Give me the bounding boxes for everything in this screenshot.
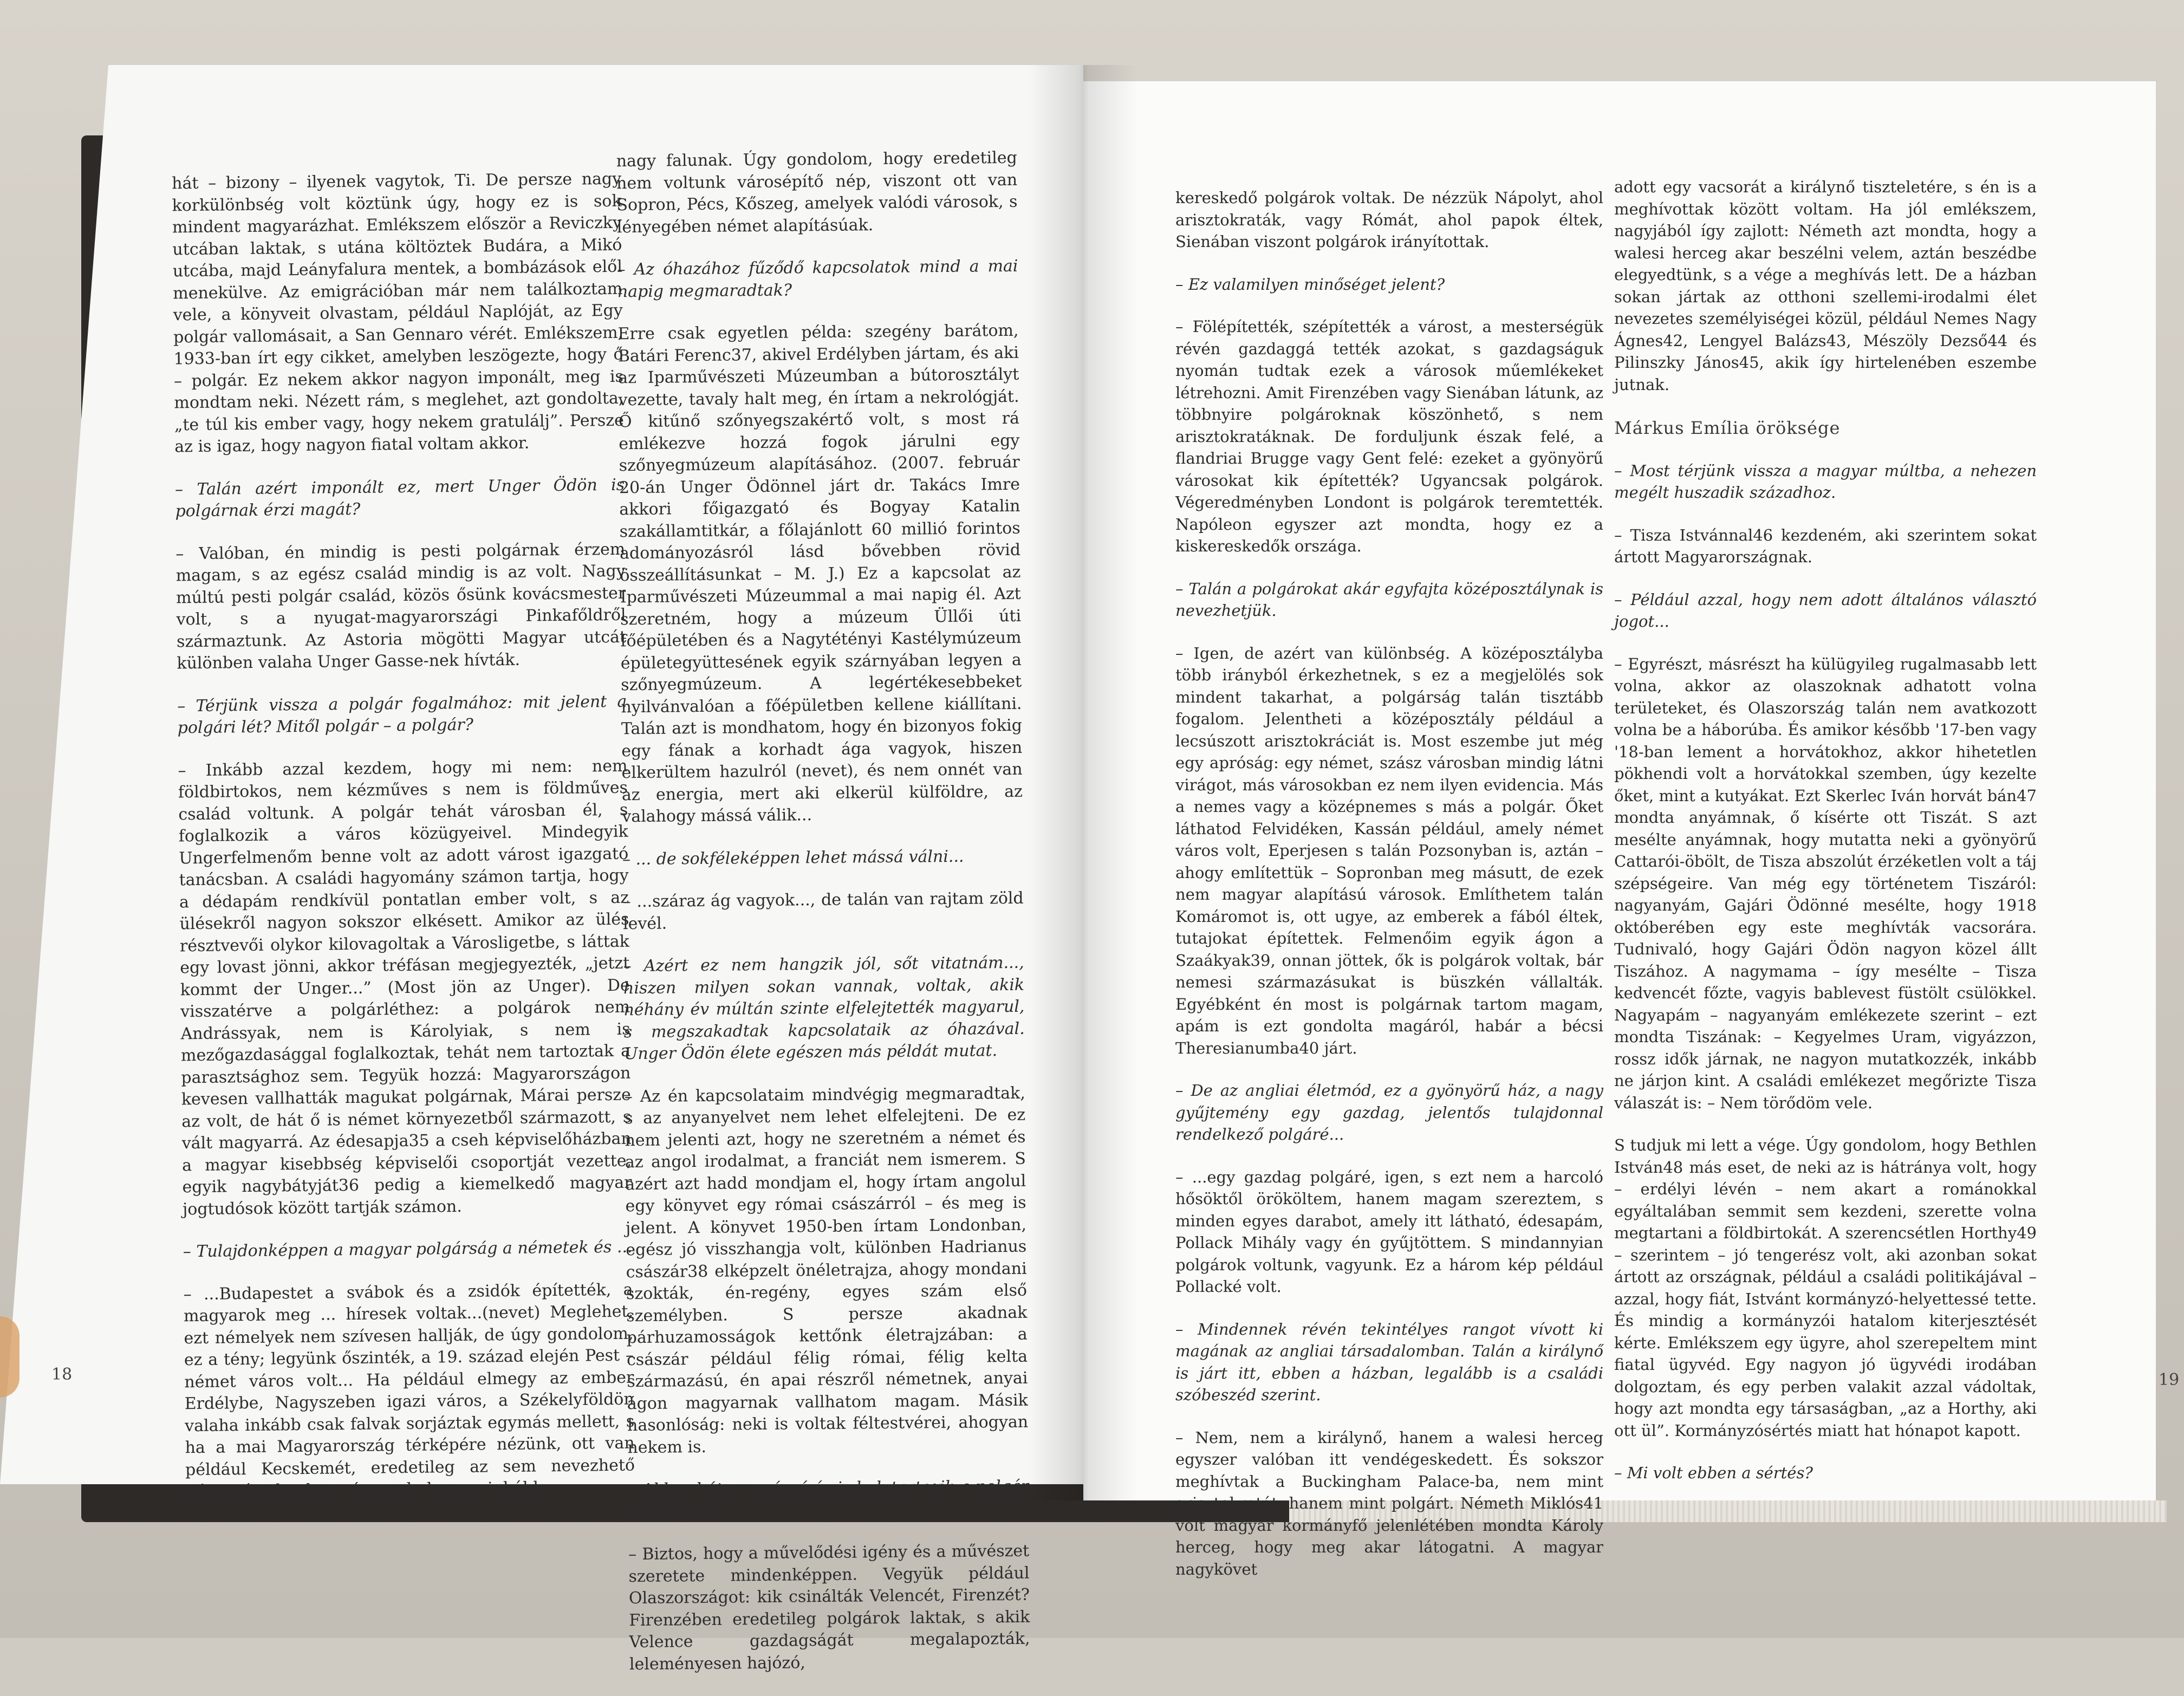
paragraph: nagy falunak. Úgy gondolom, hogy eredetileg nem voltunk városépítő nép, viszont ott van Sopron, Pécs, Kőszeg, amelyek valódi városok, s lényegében német alapításúak.: [616, 148, 1018, 237]
interview-question: – Mindennek révén tekintélyes rangot vívott ki magának az angliai társadalomban. Talán a királynő is járt itt, ebben a házban, legalább is a családi szóbeszéd szerint.: [1175, 1320, 1603, 1404]
interview-question: – Akkor hát a regényírás is beletartozik a polgár fogalmába?: [627, 1477, 1029, 1522]
left-page-column-1: [172, 168, 635, 1524]
paragraph: – ...egy gazdag polgáré, igen, s ezt nem a harcoló hősöktől örököltem, hanem magam szereztem, s minden egyes darabot, amely itt látható, édesapám, Pollack Mihály vagy én gyűjtöttem. S mindannyian polgárok voltunk, vagyunk. Ez a három kép például Pollacké volt.: [1175, 1167, 1603, 1296]
paragraph: S tudjuk mi lett a vége. Úgy gondolom, hogy Bethlen István48 más eset, de neki az is hátránya volt, hogy – erdélyi lévén – nem akart a románokkal egyáltalában semmit sem kezdeni, szerette volna megtartani a földbirtokát. A szerencsétlen Horthy49 – szerintem – jó tengerész volt, aki azonban sokat ártott az országnak, például a családi politikájával – azzal, hogy fiát, Istvánt kormányzó-helyettessé tette. És mindig a kormányzói hatalom kiterjesztését kérte. Emlékszem egy ügyre, ahol szerepeltem mint fiatal ügyvéd. Egy nagyon jó ügyvédi irodában dolgoztam, és egy perben valakit azzal vádoltak, hogy azt mondta egy társaságban, „az a Horthy, aki ott ül”. Kormányzósértés miatt hat hónapot kapott.: [1614, 1136, 2037, 1440]
book-gutter-shadow: [1029, 65, 1138, 1500]
paragraph: – Egyrészt, másrészt ha külügyileg rugalmasabb lett volna, akkor az olaszoknak adhatott volna területeket, és Olaszország talán nem avatkozott volna be a háborúba. És amikor később '17-ben vagy '18-ban lement a horvátokhoz, akkor hihetetlen pökhendi volt a horvátokkal szemben, úgy kezelte őket, mint a kutyákat. Ezt Skerlec Iván horvát bán47 mondta anyámnak, ő kísérte ott Tiszát. S azt mesélte anyámnak, hogy mutatta neki a gyönyörű Cattarói-öbölt, de Tisza abszolút érzéketlen volt a táj szépségeire. Van még egy történetem Tiszáról: nagyanyám, Gajári Ödönné mesélte, hogy 1918 októberében egy este meghívták vacsorára. Tudnivaló, hogy Gajári Ödön nagyon közel állt Tiszához. A nagymama – így mesélte – Tisza kedvencét főzte, vagyis bablevest füstölt csülökkel. Nagyapám – nagyanyám emlékezete szerint – ezt mondta Tiszának: – Kegyelmes Uram, vigyázzon, rossz idők járnak, ne nagyon mutatkozzék, inkább ne járjon kint. A családi emlékezet megőrizte Tisza válaszát is: – Nem törődöm vele.: [1614, 654, 2037, 1112]
paragraph: – Igen, de azért van különbség. A középosztályba több irányból érkezhetnek, s ez a megjelölés sok mindent takarhat, a polgárság talán tisztább fogalom. Jelentheti a középosztály például a lecsúszott arisztokráciát is. Most eszembe jut még egy apróság: egy német, szász városban mindig látni virágot, más városokban ez nem ilyen evidencia. Más a nemes vagy a középnemes s más a polgár. Őket láthatod Felvidéken, Kassán például, amely német város volt, Eperjesen s talán Pozsonyban is, aztán – ahogy említettük – Sopronban meg másutt, de ezek nem magyar alapítású városok. Említhetem talán Komáromot is, ott ugye, az emberek a fából éltek, tutajokat építettek. Felmenőim egyik ágon a Szaákyak39, onnan jöttek, ők is polgárok voltak, bár nemesi származásukat is büszkén vállalták. Egyébként én most is polgárnak tartom magam, apám is ezt gondolta magáról, habár a bécsi Theresianumba40 járt.: [1175, 644, 1603, 1057]
paragraph: – Valóban, én mindig is pesti polgárnak érzem magam, s az egész család mindig is az volt. Nagy múltú pesti polgár család, közös ősünk kovácsmester volt, s a nyugat-magyarországi Pinkafőldről származtunk. Az Astoria mögötti Magyar utcát különben valaha Unger Gasse-nek hívták.: [176, 540, 627, 673]
interview-question: – Talán a polgárokat akár egyfajta középosztálynak is nevezhetjük.: [1175, 579, 1603, 620]
orange-object: [0, 1316, 20, 1398]
paragraph: adott egy vacsorát a királynő tiszteletére, s én is a meghívottak között voltam. Ha jól emlékszem, nagyjából így zajlott: Németh azt mondta, hogy a walesi herceg akar beszélni velem, aztán beszédbe elegyedtünk, s a vége a meghívás lett. De a házban sokan jártak az otthoni szellemi-irodalmi élet nevezetes személyiségei közül, például Nemes Nagy Ágnes42, Lengyel Balázs43, Mészöly Dezső44 és Pilinszky János45, akik így hirtelenében eszembe jutnak.: [1614, 178, 2037, 394]
interview-question: – Most térjünk vissza a magyar múltba, a nehezen megélt huszadik századhoz.: [1614, 461, 2037, 502]
page-number-left: 18: [51, 1365, 73, 1384]
interview-question: – Például azzal, hogy nem adott általános választó jogot...: [1614, 590, 2037, 631]
page-number-right: 19: [2159, 1370, 2180, 1389]
interview-question: – ... de sokféleképpen lehet mássá válni...: [622, 847, 964, 869]
paragraph: – Nem, nem a királynő, hanem a walesi herceg egyszer valóban itt vendégeskedett. És sokszor meghívtak a Buckingham Palace-ba, nem mint arisztokratát, hanem mint polgárt. Németh Miklós41 volt magyar kormányfő jelenlétében mondta Károly herceg, hogy meg akar látogatni. A magyar nagykövet: [1175, 1428, 1603, 1578]
paragraph: hát – bizony – ilyenek vagytok, Ti. De persze nagy korkülönbség volt köztünk úgy, hogy ez is sok mindent magyarázhat. Emlékszem először a Reviczky utcában laktak, s utána költöztek Budára, a Mikó utcába, majd Leányfalura mentek, a bombázások elől menekülve. Az emigrációban már nem találkoztam vele, a könyveit olvastam, például Naplóját, az Egy polgár vallomásait, a San Gennaro vérét. Emlékszem, 1933-ban írt egy cikket, amelyben leszögezte, hogy ő – polgár. Ez nekem akkor nagyon imponált, meg is mondtam neki. Nézett rám, s meglehet, azt gondolta, „te túl kis ember vagy, hogy nekem gratulálj”. Persze az is igaz, hogy nagyon fiatal voltam akkor.: [171, 169, 624, 457]
interview-question: – Az óhazához fűződő kapcsolatok mind a mai napig megmaradtak?: [617, 256, 1018, 301]
interview-question: – Talán azért imponált ez, mert Unger Ödön is polgárnak érzi magát?: [174, 475, 625, 521]
paragraph: – Inkább azzal kezdem, hogy mi nem: nem földbirtokos, nem kézműves s nem is földműves család voltunk. A polgár tehát városban él, s foglalkozik a város közügyeivel. Mindegyik Ungerfelmenőm benne volt az adott várost igazgató tanácsban. A családi hagyomány számon tartja, hogy a dédapám rendkívül pontatlan ember volt, s az ülésekről nagyon sokszor elkésett. Amikor az ülés résztvevői olykor kilovagoltak a Városligetbe, s láttak egy lovast jönni, akkor tréfásan megjegyezték, „jetzt kommt der Unger...” (Most jön az Unger). De visszatérve a polgárléthez: a polgárok nem Andrássyak, nem is Károlyiak, s nem is mezőgazdasággal foglalkoztak, tehát nem tartoztak a parasztsághoz sem. Tegyük hozzá: Magyarországon kevesen vallhatták magukat polgárnak, Márai persze az volt, de hát ő is német környezetből származott, s vált magyarrá. Az édesapja35 a cseh képviselőházban a magyar kisebbség képviselői csoportját vezette, egyik nagybátyját36 pedig a kiemelkedő magyar jogtudósok között tartják számon.: [178, 756, 632, 1219]
interview-question: – De az angliai életmód, ez a gyönyörű ház, a nagy gyűjtemény egy gazdag, jelentős tulajdonnal rendelkező polgáré...: [1175, 1081, 1603, 1143]
right-page-column-1: [1175, 187, 1603, 1601]
interview-question: – Ez valamilyen minőséget jelent?: [1175, 275, 1445, 294]
paragraph: – Biztos, hogy a művelődési igény és a művészet szeretete mindenképpen. Vegyük például Olaszországot: kik csinálták Velencét, Firenzét? Firenzében eredetileg polgárok laktak, s akik Velence gazdagságát megalapozták, leleményesen hajózó,: [628, 1541, 1030, 1674]
section-heading: Márkus Emília öröksége: [1614, 418, 1841, 438]
paragraph: kereskedő polgárok voltak. De nézzük Nápolyt, ahol arisztokraták, vagy Rómát, ahol papok éltek, Sienában viszont polgárok irányítottak.: [1175, 189, 1603, 251]
paragraph: – ...Budapestet a svábok és a zsidók építették, a magyarok meg ... híresek voltak...(nevet) Meglehet, ezt némelyek nem szívesen hallják, de úgy gondolom, ez a tény; legyünk őszinték, a 19. század elején Pest – német város volt... Ha például elmegy az ember Erdélybe, Nagyszeben igazi város, a Székelyföldön valaha inkább csak falvak sorjáztak egymás mellett, s ha a mai Magyarország térképére nézünk, ott van például Kecskemét, eredetileg az sem nevezhető német értelemben városnak, hanem inkább: [183, 1280, 635, 1502]
paragraph: – ...száraz ág vagyok..., de talán van rajtam zöld levél.: [622, 888, 1024, 933]
paragraph: – Fölépítették, szépítették a várost, a mesterségük révén gazdaggá tették azokat, s gazdagságuk nyomán tudtak ezek a városok műemlékeket létrehozni. Amit Firenzében vagy Sienában látunk, az többnyire polgároknak köszönhető, s nem arisztokratáknak. De forduljunk észak felé, a flandriai Brugge vagy Gent felé: ezeket a gyönyörű városokat kik építették? Ugyancsak polgárok. Végeredményben Londont is polgárok teremtették. Napóleon egyszer azt mondta, hogy ez a kiskereskedők országa.: [1175, 317, 1603, 555]
right-page-column-2: [1614, 176, 2037, 1505]
interview-question: – Azért ez nem hangzik jól, sőt vitatnám..., hiszen milyen sokan vannak, voltak, akik néhány év múltán szinte elfelejtették magyarul, s megszakadtak kapcsolataik az óhazával. Unger Ödön élete egészen más példát mutat.: [623, 953, 1025, 1064]
left-page-column-2: [616, 147, 1031, 1696]
interview-question: – Térjünk vissza a polgár fogalmához: mit jelent a polgári lét? Mitől polgár – a polgár?: [177, 692, 627, 738]
paragraph: Erre csak egyetlen példa: szegény barátom, Batári Ferenc37, akivel Erdélyben jártam, és aki az Iparművészeti Múzeumban a bútorosztályt vezette, tavaly halt meg, én írtam a nekrológját. Ő kitűnő szőnyegszakértő volt, s most rá emlékezve hozzá fogok járulni egy szőnyegmúzeum alapításához. (2007. február 20-án Unger Ödönnel járt dr. Takács Imre akkori főigazgató és Bogyay Katalin szakállamtitkár, a főlajánlott 60 millió forintos adományozásról lásd bővebben rövid összeállításunkat – M. J.) Ez a kapcsolat az Iparművészeti Múzeummal a mai napig él. Azt szeretném, hogy a múzeum Üllői úti főépületében és a Nagytétényi Kastélymúzeum épületegyüttesének egyik szárnyában legyen a szőnyegmúzeum. A legértékesebbeket nyilvánvalóan a főépületben kellene kiállítani. Talán azt is mondhatom, hogy én bizonyos fokig egy fának a korhadt ága vagyok, hiszen elkerültem hazulról (nevet), és nem onnét van az energia, mert aki elkerül külföldre, az valahogy mássá válik...: [618, 321, 1023, 827]
paragraph: – Tisza Istvánnal46 kezdeném, aki szerintem sokat ártott Magyarországnak.: [1614, 525, 2037, 566]
interview-question: – Tulajdonképpen a magyar polgárság a németek és ...: [183, 1237, 633, 1262]
paragraph: – Az én kapcsolataim mindvégig megmaradtak, s az anyanyelvet nem lehet elfelejteni. De ez nem jelenti azt, hogy ne szeretném a német és az angol irodalmat, a franciát nem ismerem. S azért azt hadd mondjam el, hogy írtam angolul egy könyvet egy római császárról – és meg is jelent. A könyvet 1950-ben írtam Londonban, egész jó visszhangja volt, különben Hadrianus császár38 elképzelt önéletrajza, ahogy mondani szokták, én-regény, egyes szám első személyben. S persze akadnak párhuzamosságok kettőnk életrajzában: a császár például félig római, félig kelta származású, én apai részről németnek, anyai ágon magyarnak vallhatom magam. Másik hasonlóság: neki is voltak féltestvérei, ahogyan nekem is.: [624, 1083, 1029, 1457]
interview-question: – Mi volt ebben a sértés?: [1614, 1464, 1813, 1482]
